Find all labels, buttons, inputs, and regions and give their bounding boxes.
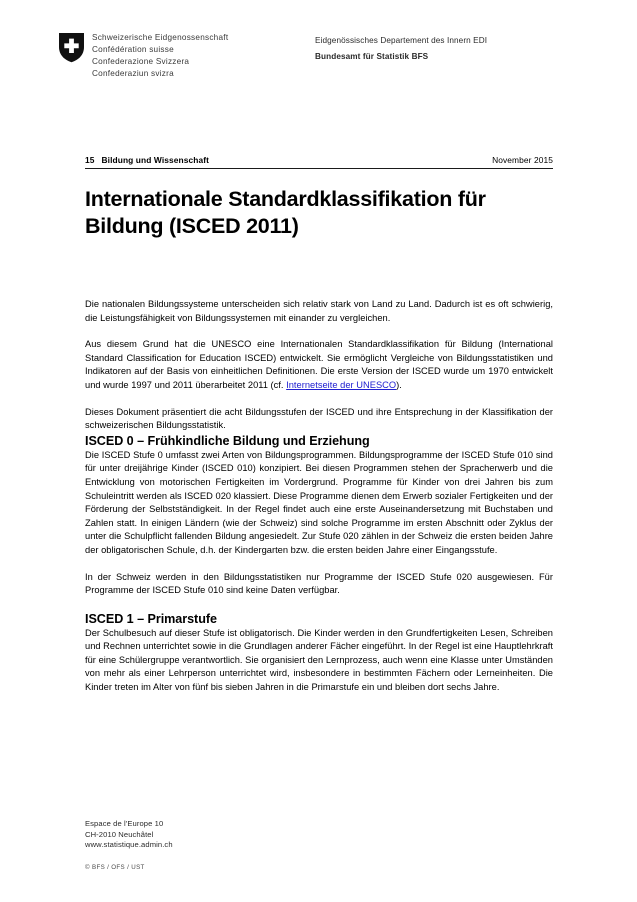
running-head-domain-label: Bildung und Wissenschaft (101, 155, 209, 165)
section-isced-1-paragraph-1: Der Schulbesuch auf dieser Stufe ist obligatorisch. Die Kinder werden in den Grundfertigkeiten Lesen, Schreiben und Rechnen unterrichtet sowie in die Grundlagen anderer Fächer eingeführt. In der Regel ist eine Hauptlehrkraft für eine Schülergruppe verantwortlich. Sie organisiert den Lernprozess, auch wenn eine Klasse unter Umständen von mehr als einer Lehrperson unterrichtet wird, insbesondere in bestimmten Fächern oder Lerneinheiten. Die Kinder treten im Alter von fünf bis sieben Jahren in die Primarstufe ein und bleiben dort sechs Jahre. (85, 627, 553, 693)
footer-address-city: CH-2010 Neuchâtel (85, 829, 154, 839)
confederation-names (92, 32, 228, 80)
department-block (315, 35, 487, 63)
office-name: Bundesamt für Statistik BFS (315, 52, 429, 61)
intro-block (85, 298, 553, 433)
paragraph-unesco-after-link: ). (396, 379, 402, 390)
section-isced-0-paragraph-1: Die ISCED Stufe 0 umfasst zwei Arten von Bildungsprogrammen. Bildungsprogramme der ISCED Stufe 010 sind für unter dreijährige Kinder (ISCED 010) konzipiert. Bei diesen Programmen stehen der Spracherwerb und die Entwicklung von motorischen Fertigkeiten im Vordergrund. Programme für Kinder von drei Jahren bis zum Schuleintritt werden als ISCED 020 klassiert. Diese Programme dienen dem Erwerb sozialer Fertigkeiten und der Förderung der Selbstständigkeit. In der Regel findet auch eine erste Auseinandersetzung mit Buchstaben und Zahlen statt. In einigen Ländern (wie der Schweiz) sind solche Programme im ersten Abschnitt oder Zyklus der unter die Schulpflicht fallenden Bildung angesiedelt. Zur Stufe 020 zählen in der Schweiz die ersten beiden Jahre der obligatorischen Schule, d.h. der Kindergarten bzw. die ersten beiden Jahre einer Eingangsstufe. (85, 449, 553, 555)
paragraph-scope: Dieses Dokument präsentiert die acht Bildungsstufen der ISCED und ihre Entsprechung in der Klassifikation der schweizerischen Bildungsstatistik. (85, 406, 553, 431)
section-heading-isced-0: ISCED 0 – Frühkindliche Bildung und Erziehung (85, 433, 370, 448)
paragraph-unesco (85, 338, 553, 392)
section-heading-isced-1: ISCED 1 – Primarstufe (85, 611, 217, 626)
running-head-domain (85, 155, 209, 165)
confederation-name-de: Schweizerische Eidgenossenschaft (92, 33, 229, 42)
letterhead (0, 0, 637, 120)
running-head-date: November 2015 (492, 155, 553, 165)
running-head (85, 155, 553, 169)
paragraph-intro: Die nationalen Bildungssysteme unterscheiden sich relativ stark von Land zu Land. Dadurch ist es oft schwierig, die Leistungsfähigkeit von Bildungssystemen mit einander zu vergleichen. (85, 299, 553, 323)
footer-address (85, 819, 553, 851)
confederation-name-it: Confederazione Svizzera (92, 57, 190, 67)
swiss-coat-of-arms-icon (58, 32, 85, 63)
footer-copyright: © BFS / OFS / UST (85, 863, 145, 871)
footer-address-street: Espace de l'Europe 10 (85, 819, 164, 828)
department-name: Eidgenössisches Departement des Innern EDI (315, 36, 488, 45)
page-footer (85, 819, 553, 871)
footer-website[interactable]: www.statistique.admin.ch (85, 840, 173, 850)
document-content (85, 186, 553, 695)
unesco-website-link[interactable]: Internetseite der UNESCO (286, 379, 397, 390)
page-title: Internationale Standardklassifikation für Bildung (ISCED 2011) (85, 187, 486, 238)
paragraph-unesco-before-link: Aus diesem Grund hat die UNESCO eine Internationalen Standardklassifikation für Bildung (International Standard Classification for Education ISCED) entwickelt. Sie ermöglicht Vergleiche von Bildungsstatistiken und Indikatoren auf der Basis von einheitlichen Definitionen. Die erste Version der ISCED wurde um 1970 entwickelt und wurde 1997 und 2011 überarbeitet 2011 (cf. (85, 339, 553, 390)
running-head-number: 15 (85, 155, 95, 165)
confederation-name-rm: Confederaziun svizra (92, 69, 174, 79)
confederation-name-fr: Confédération suisse (92, 45, 174, 55)
section-isced-0-paragraph-2: In der Schweiz werden in den Bildungsstatistiken nur Programme der ISCED Stufe 020 ausgewiesen. Für Programme der ISCED Stufe 010 sind keine Daten verfügbar. (85, 571, 553, 596)
